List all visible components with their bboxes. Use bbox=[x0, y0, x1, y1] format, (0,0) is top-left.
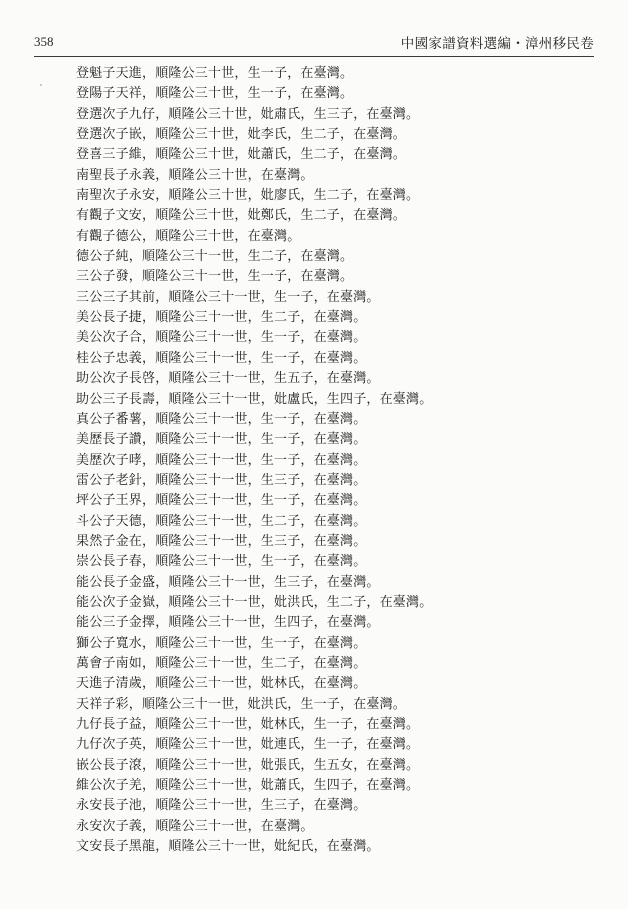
genealogy-entry: 崇公長子春，順隆公三十一世，生一子，在臺灣。 bbox=[76, 554, 367, 570]
genealogy-entry: 維公次子羌，順隆公三十一世，妣蕭氏，生四子，在臺灣。 bbox=[76, 778, 420, 794]
genealogy-entry: 能公次子金嶽，順隆公三十一世，妣洪氏，生二子，在臺灣。 bbox=[76, 594, 433, 610]
genealogy-entry: 獅公子寬水，順隆公三十一世，生一子，在臺灣。 bbox=[76, 635, 367, 651]
genealogy-entry: 美歷長子讚，順隆公三十一世，生一子，在臺灣。 bbox=[76, 432, 367, 448]
genealogy-entry: 九仔長子益，順隆公三十一世，妣林氏，生一子，在臺灣。 bbox=[76, 717, 420, 732]
genealogy-entry: 有觀子文安，順隆公三十世，妣鄭氏，生二子，在臺灣。 bbox=[76, 208, 407, 224]
genealogy-entry: 美公次子合，順隆公三十一世，生一子，在臺灣。 bbox=[76, 330, 367, 346]
genealogy-entry: 有觀子德公，順隆公三十世，在臺灣。 bbox=[76, 228, 301, 244]
genealogy-entry: 助公三子長壽，順隆公三十一世，妣盧氏，生四子，在臺灣。 bbox=[76, 391, 433, 407]
margin-speck bbox=[40, 84, 42, 86]
genealogy-entry: 登選次子九仔，順隆公三十世，妣肅氏，生三子，在臺灣。 bbox=[76, 106, 420, 122]
genealogy-entry: 天祥子彩，順隆公三十一世，妣洪氏，生一子，在臺灣。 bbox=[76, 696, 407, 712]
genealogy-entry: 三公三子其前，順隆公三十一世，生一子，在臺灣。 bbox=[76, 289, 380, 305]
genealogy-entry: 能公長子金盛，順隆公三十一世，生三子，在臺灣。 bbox=[76, 574, 380, 590]
genealogy-entry: 德公子純，順隆公三十一世，生二子，在臺灣。 bbox=[76, 249, 354, 265]
genealogy-entry: 萬會子南如，順隆公三十一世，生二子，在臺灣。 bbox=[76, 655, 367, 671]
genealogy-entry: 桂公子忠義，順隆公三十一世，生一子，在臺灣。 bbox=[76, 350, 367, 366]
genealogy-entry: 美公長子捷，順隆公三十一世，生二子，在臺灣。 bbox=[76, 310, 367, 326]
genealogy-entry: 南聖長子永義，順隆公三十世，在臺灣。 bbox=[76, 167, 314, 183]
genealogy-entry: 坪公子王界，順隆公三十一世，生一子，在臺灣。 bbox=[76, 493, 367, 509]
genealogy-entry: 真公子番薯，順隆公三十一世，生一子，在臺灣。 bbox=[76, 411, 367, 427]
genealogy-entry-list bbox=[76, 64, 432, 857]
genealogy-entry: 果然子金在，順隆公三十一世，生三子，在臺灣。 bbox=[76, 533, 367, 549]
genealogy-entry: 九仔次子英，順隆公三十一世，妣連氏，生一子，在臺灣。 bbox=[76, 737, 420, 753]
genealogy-entry: 永安長子池，順隆公三十一世，生三子，在臺灣。 bbox=[76, 798, 367, 814]
genealogy-entry: 永安次子義，順隆公三十一世，在臺灣。 bbox=[76, 818, 314, 834]
genealogy-entry: 斗公子天德，順隆公三十一世，生二子，在臺灣。 bbox=[76, 513, 367, 529]
genealogy-entry: 登魁子天進，順隆公三十世，生一子，在臺灣。 bbox=[76, 66, 354, 81]
genealogy-entry: 能公三子金擇，順隆公三十一世，生四子，在臺灣。 bbox=[76, 615, 380, 631]
genealogy-entry: 三公子發，順隆公三十一世，生一子，在臺灣。 bbox=[76, 269, 354, 285]
genealogy-entry: 嵌公長子滾，順隆公三十一世，妣張氏，生五女，在臺灣。 bbox=[76, 757, 420, 773]
genealogy-entry: 登喜三子維，順隆公三十世，妣蕭氏，生二子，在臺灣。 bbox=[76, 147, 407, 163]
genealogy-entry: 登陽子天祥，順隆公三十世，生一子，在臺灣。 bbox=[76, 86, 354, 102]
genealogy-entry: 美歷次子哮，順隆公三十一世，生一子，在臺灣。 bbox=[76, 452, 367, 468]
genealogy-entry: 助公次子長啓，順隆公三十一世，生五子，在臺灣。 bbox=[76, 371, 380, 387]
genealogy-entry: 天進子清歲，順隆公三十一世，妣林氏，在臺灣。 bbox=[76, 676, 367, 692]
page-number: 358 bbox=[34, 34, 54, 49]
page-header bbox=[34, 30, 594, 52]
running-title: 中國家譜資料選編・漳州移民卷 bbox=[400, 36, 594, 52]
header-rule bbox=[34, 56, 594, 57]
genealogy-entry: 登選次子嵌，順隆公三十世，妣李氏，生二子，在臺灣。 bbox=[76, 127, 407, 143]
genealogy-entry: 南聖次子永安，順隆公三十世，妣廖氏，生二子，在臺灣。 bbox=[76, 188, 420, 204]
genealogy-entry: 文安長子黑龍，順隆公三十一世，妣紀氏，在臺灣。 bbox=[76, 839, 380, 855]
genealogy-entry: 雷公子老針，順隆公三十一世，生三子，在臺灣。 bbox=[76, 472, 367, 488]
